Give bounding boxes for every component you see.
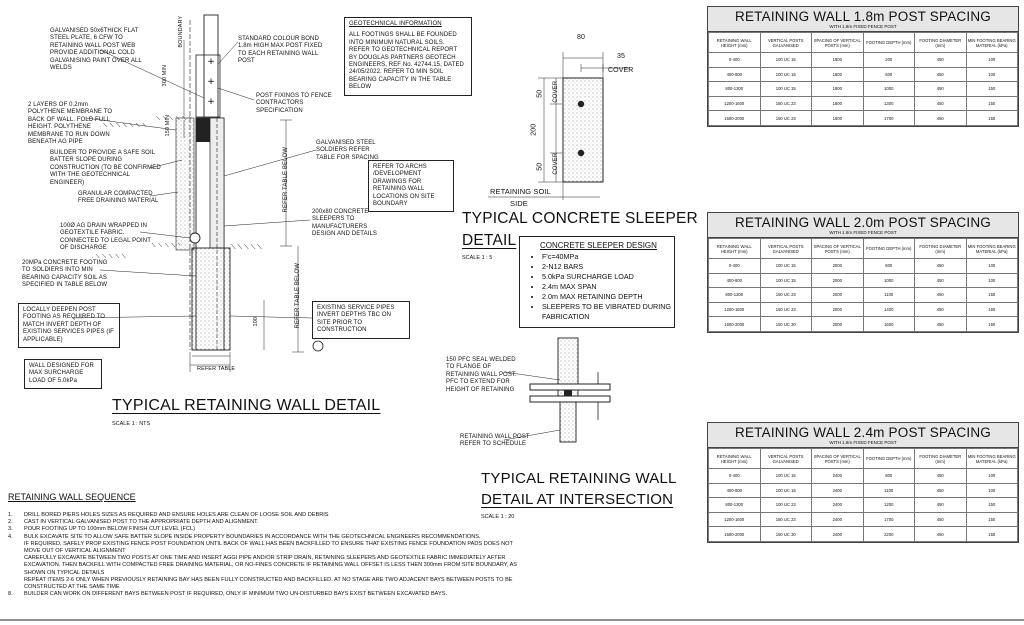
table-column-header: VERTICAL POSTS GALVANISED: [760, 33, 812, 53]
table-cell: 800: [863, 259, 915, 274]
post-spacing-table-1: [707, 6, 1019, 127]
table-cell: 100 UC 15: [760, 273, 812, 288]
table-cell: 1600-2000: [709, 527, 761, 542]
sequence-text: IF REQUIRED, SAFELY PROP EXISTING FENCE POST FOUNDATION UNTIL BACK OF WALL HAS BEEN BACKFILLED TO ENSURE THAT EXISTING FENCE FOUNDATION PADS DOES NOT MOVE OUT OF VERTICAL ALIGNMENT: [24, 540, 513, 555]
table-cell: 800: [863, 469, 915, 484]
table-column-header: RETAINING WALL HEIGHT (mm): [709, 449, 761, 469]
geotech-body: ALL FOOTINGS SHALL BE FOUNDED INTO MINIMUM NATURAL SOILS. REFER TO GEOTECHNICAL REPORT BY DOUGLAS PARTNERS GEOTECH ENGINEERS, REF No. 42744.15, DATED 24/05/2022. REFER TO MIN SOIL BEARING CAPACITY IN THE TABLE BELOW: [349, 32, 464, 91]
sequence-item: [8, 526, 530, 533]
intersection-title-2: DETAIL AT INTERSECTION: [481, 491, 674, 508]
table-head-row: [709, 449, 1018, 469]
table-cell: 450: [915, 483, 967, 498]
design-item: • SLEEPERS TO BE VIBRATED DURING FABRICATION: [542, 302, 674, 322]
sleeper-dim-50b: 50: [536, 162, 544, 171]
table-cell: 150: [966, 512, 1018, 527]
table-cell: 2000: [812, 259, 864, 274]
table-column-header: SPACING OF VERTICAL POSTS (mm): [812, 33, 864, 53]
sequence-item: [8, 534, 530, 541]
sequence-item: [8, 512, 530, 519]
intersection-title-1: TYPICAL RETAINING WALL: [481, 470, 677, 487]
note-soldiers: GALVANISED STEEL SOLDIERS REFER TABLE FOR SPACING: [316, 140, 379, 161]
table-row: [709, 67, 1018, 82]
table-cell: 1700: [863, 111, 915, 126]
table-cell: 150 UC 23: [760, 512, 812, 527]
table-cell: 0-400: [709, 53, 761, 68]
table-cell: 100: [966, 67, 1018, 82]
sequence-item: [8, 519, 530, 526]
table-cell: 1700: [863, 512, 915, 527]
sequence-number: 4.: [8, 533, 13, 540]
table-cell: 1000: [863, 273, 915, 288]
table-row: [709, 483, 1018, 498]
table-column-header: FOOTING DIAMETER (mm): [915, 33, 967, 53]
table-subtitle: WITH 1.8m FIXED FENCE POST: [829, 230, 897, 235]
dim-100-label: 100: [253, 316, 260, 327]
sleeper-scale: SCALE 1 : 5: [462, 255, 493, 261]
note-refer-arch: REFER TO ARCHS /DEVELOPMENT DRAWINGS FOR RETAINING WALL LOCATIONS ON SITE BOUNDARY: [368, 160, 454, 212]
table-cell: 400-800: [709, 483, 761, 498]
table-row: [709, 96, 1018, 111]
table-column-header: FOOTING DEPTH (mm): [863, 239, 915, 259]
table-cell: 2000: [812, 317, 864, 332]
sleeper-section: [563, 78, 603, 182]
table-row: [709, 53, 1018, 68]
table-cell: 2400: [812, 469, 864, 484]
table-grid: [708, 448, 1018, 542]
table-cell: 150: [966, 82, 1018, 97]
table-row: [709, 288, 1018, 303]
table-cell: 1600-2000: [709, 317, 761, 332]
table-title: RETAINING WALL 2.4m POST SPACING: [735, 425, 991, 440]
table-column-header: VERTICAL POSTS GALVANISED: [760, 239, 812, 259]
sleeper-title-2: DETAIL: [462, 232, 517, 249]
intersection-scale: SCALE 1 : 20: [481, 514, 515, 520]
table-cell: 150: [966, 498, 1018, 513]
table-cell: 100 UC 23: [760, 498, 812, 513]
table-column-header: RETAINING WALL HEIGHT (mm): [709, 239, 761, 259]
table-cell: 450: [915, 96, 967, 111]
table-cell: 100: [966, 469, 1018, 484]
table-cell: 100 UC 15: [760, 82, 812, 97]
table-title: RETAINING WALL 2.0m POST SPACING: [735, 215, 991, 230]
table-cell: 2400: [812, 483, 864, 498]
note-pfc: 150 PFC SEAL WELDED TO FLANGE OF RETAINING WALL POST. PFC TO EXTEND FOR HEIGHT OF RETAINING: [446, 357, 517, 393]
table-cell: 100 UC 15: [760, 469, 812, 484]
table-cell: 1400: [863, 302, 915, 317]
table-cell: 800-1200: [709, 498, 761, 513]
refer-table-label: REFER TABLE: [197, 366, 236, 372]
sleeper-cover-b: COVER: [553, 152, 560, 175]
table-column-header: FOOTING DIAMETER (mm): [915, 449, 967, 469]
sequence-text: REPEAT ITEMS 2-6 ONLY WHEN PREVIOUSLY RETAINING BAY HAS BEEN FULLY CONSTRUCTED AND BACKFILLED. AT NO STAGE ARE TWO ADJACENT BAYS BETWEEN POSTS TO BE CONSTRUCTED AT THE SAME TIME: [24, 576, 513, 591]
table-row: [709, 302, 1018, 317]
note-surcharge: WALL DESIGNED FOR MAX SURCHARGE LOAD OF 5.0kPa: [24, 359, 102, 389]
table-row: [709, 469, 1018, 484]
table-row: [709, 111, 1018, 126]
table-cell: 450: [915, 67, 967, 82]
design-item: • F'c=40MPa: [542, 252, 674, 262]
table-column-header: MIN FOOTING BEARING MATERIAL (kPa): [966, 33, 1018, 53]
table-cell: 450: [915, 498, 967, 513]
table-column-header: MIN FOOTING BEARING MATERIAL (kPa): [966, 239, 1018, 259]
sequence-text: DRILL BORED PIERS HOLES SIZES AS REQUIRED AND ENSURE HOLES ARE CLEAN OF LOOSE SOIL AND DEBRIS: [24, 512, 329, 518]
table-column-header: SPACING OF VERTICAL POSTS (mm): [812, 239, 864, 259]
sleeper-cover-top: COVER: [608, 67, 634, 74]
table-title: RETAINING WALL 1.8m POST SPACING: [735, 9, 991, 24]
sleeper-dim-200: 200: [530, 123, 538, 136]
table-cell: 150 UC 30: [760, 527, 812, 542]
sequence-number: [8, 541, 24, 548]
sequence-title: RETAINING WALL SEQUENCE: [8, 492, 136, 502]
table-cell: 1600: [863, 317, 915, 332]
table-cell: 150: [966, 527, 1018, 542]
svg-text:+: +: [207, 97, 215, 107]
sequence-item: [8, 555, 530, 577]
table-cell: 400-800: [709, 273, 761, 288]
sequence-number: 1.: [8, 512, 13, 518]
table-cell: 150: [966, 96, 1018, 111]
granular-fill: [176, 118, 194, 250]
table-cell: 450: [915, 82, 967, 97]
table-cell: 1200-1600: [709, 96, 761, 111]
table-grid: [708, 238, 1018, 332]
table-column-header: MIN FOOTING BEARING MATERIAL (kPa): [966, 449, 1018, 469]
table-header: [708, 423, 1018, 448]
table-cell: 1000: [863, 82, 915, 97]
table-cell: 450: [915, 273, 967, 288]
table-cell: 400-800: [709, 67, 761, 82]
table-cell: 500: [863, 67, 915, 82]
table-cell: 200: [863, 53, 915, 68]
table-head-row: [709, 239, 1018, 259]
table-cell: 800-1200: [709, 288, 761, 303]
sequence-number: [8, 577, 24, 584]
retaining-soil-label: RETAINING SOIL: [490, 187, 551, 196]
svg-text:+: +: [207, 57, 215, 67]
table-cell: 150 UC 23: [760, 302, 812, 317]
table-row: [709, 273, 1018, 288]
table-cell: 2000: [812, 302, 864, 317]
table-cell: 150 UC 30: [760, 317, 812, 332]
refer-table-below-2: REFER TABLE BELOW: [295, 262, 302, 329]
table-row: [709, 82, 1018, 97]
table-cell: 100 UC 15: [760, 53, 812, 68]
dim-300-label: 300 MIN: [162, 64, 169, 87]
table-column-header: FOOTING DIAMETER (mm): [915, 239, 967, 259]
sequence-text: CAREFULLY EXCAVATE BETWEEN TWO POSTS AT ONE TIME AND INSERT AGGI PIPE AND/OR STRIP DRAIN, RETAINING SLEEPERS AND GEOTEXTILE FABRIC IMMEDIATELY AFTER EXCAVATION. THEN BACKFILL WITH COMPACTED FREE DRAINING MATERIAL, OR NO-FINES CONCRETE IF RETAINING WALL OFFSET IS LESS THEN 300mm FROM SITE BOUNDARY, AS SHOWN ON TYPICAL DETAILS: [24, 555, 518, 576]
table-cell: 150: [966, 302, 1018, 317]
note-polythene: 2 LAYERS OF 0.2mm POLYTHENE MEMBRANE TO BACK OF WALL. FOLD FULL HEIGHT. POLYTHENE MEMBRANE TO RUN DOWN BENEATH AG PIPE: [28, 102, 113, 146]
design-item: • 2-N12 BARS: [542, 262, 674, 272]
table-cell: 1600-2000: [709, 111, 761, 126]
sleeper-dim-50a: 50: [536, 89, 544, 98]
table-cell: 1200-1600: [709, 512, 761, 527]
table-row: [709, 498, 1018, 513]
note-services: EXISTING SERVICE PIPES INVERT DEPTHS TBC ON SITE PRIOR TO CONSTRUCTION: [312, 301, 410, 339]
table-column-header: VERTICAL POSTS GALVANISED: [760, 449, 812, 469]
table-cell: 0-400: [709, 259, 761, 274]
note-post-fixings: POST FIXINGS TO FENCE CONTRACTORS SPECIFICATION: [256, 93, 332, 114]
ag-drain: [190, 233, 200, 243]
table-row: [709, 512, 1018, 527]
sequence-text: CAST IN VERTICAL GALVANISED POST TO THE APPROPRIATE DEPTH AND ALIGNMENT.: [24, 519, 259, 526]
note-flat-plate: GALVANISED 50x6THICK FLAT STEEL PLATE, 6 CFW TO RETAINING WALL POST WEB PROVIDE ADDITIONAL COLD GALVANISING PAINT OVER ALL WELDS: [50, 28, 142, 72]
sequence-number: [8, 555, 24, 562]
table-header: [708, 213, 1018, 238]
table-cell: 150: [966, 317, 1018, 332]
wall-detail-title: TYPICAL RETAINING WALL DETAIL: [112, 397, 381, 414]
geotech-title: GEOTECHNICAL INFORMATION: [349, 21, 442, 27]
table-cell: 2000: [812, 273, 864, 288]
table-grid: [708, 32, 1018, 126]
table-column-header: FOOTING DEPTH (mm): [863, 449, 915, 469]
note-deepen: LOCALLY DEEPEN POST FOOTING AS REQUIRED TO MATCH INVERT DEPTH OF EXISTING SERVICES PIPES (IF APPLICABLE): [18, 303, 120, 348]
table-cell: 1800: [812, 111, 864, 126]
table-row: [709, 527, 1018, 542]
note-batter: BUILDER TO PROVIDE A SAFE SOIL BATTER SLOPE DURING CONSTRUCTION (TO BE CONFIRMED WITH THE GEOTECHNICAL ENGINEER): [50, 150, 161, 186]
table-row: [709, 317, 1018, 332]
table-head-row: [709, 33, 1018, 53]
sleeper-cover-a: COVER: [553, 80, 560, 103]
sequence-number: 8.: [8, 591, 13, 598]
dim-150-label: 150 MIN: [165, 114, 172, 137]
table-cell: 1800: [812, 82, 864, 97]
table-cell: 150 UC 23: [760, 111, 812, 126]
table-cell: 450: [915, 469, 967, 484]
table-cell: 100 UC 15: [760, 67, 812, 82]
table-cell: 150 UC 23: [760, 96, 812, 111]
table-cell: 450: [915, 302, 967, 317]
note-post-schedule: RETAINING WALL POST REFER TO SCHEDULE: [460, 434, 530, 448]
design-item: • 5.0kPa SURCHARGE LOAD: [542, 272, 674, 282]
table-cell: 800-1200: [709, 82, 761, 97]
table-cell: 150: [966, 111, 1018, 126]
sleeper-design-title: CONCRETE SLEEPER DESIGN: [540, 241, 657, 250]
sequence-text: BULK EXCAVATE SITE TO ALLOW SAFE BATTER SLOPE INSIDE PROPERTY BOUNDARIES IN ACCORDANCE WITH THE GEOTECHNICAL ENGINEERS RECOMMENDATIONS.: [24, 533, 481, 540]
table-cell: 1200: [863, 498, 915, 513]
sequence-item: [8, 591, 530, 598]
table-cell: 100 UC 15: [760, 259, 812, 274]
sequence-text: BUILDER CAN WORK ON DIFFERENT BAYS BETWEEN POST IF REQUIRED, ONLY IF MINIMUM TWO UN-DISTURBED BAYS EXIST BETWEEN EXCAVATED BAYS.: [24, 591, 448, 598]
table-cell: 150 UC 23: [760, 288, 812, 303]
sequence-item: [8, 541, 530, 555]
table-cell: 1300: [863, 96, 915, 111]
note-footing: 20MPa CONCRETE FOOTING TO SOLDIERS INTO MIN BEARING CAPACITY SOIL AS SPECIFIED IN TABLE BELOW: [22, 260, 108, 289]
table-cell: 100 UC 15: [760, 483, 812, 498]
table-cell: 450: [915, 288, 967, 303]
table-cell: 450: [915, 512, 967, 527]
sleeper-dim-80: 80: [577, 34, 585, 41]
note-sleepers: 200x80 CONCRETE SLEEPERS TO MANUFACTURERS DESIGN AND DETAILS: [312, 209, 378, 238]
note-granular: GRANULAR COMPACTED FREE DRAINING MATERIAL: [78, 191, 159, 205]
table-cell: 1200-1600: [709, 302, 761, 317]
sleeper-dim-35: 35: [617, 53, 625, 60]
sleeper-design-box: [519, 236, 675, 328]
svg-text:+: +: [207, 77, 215, 87]
table-cell: 450: [915, 53, 967, 68]
table-cell: 450: [915, 317, 967, 332]
sequence-list: [8, 512, 530, 598]
design-item: • 2.4m MAX SPAN: [542, 282, 674, 292]
post-spacing-table-2: [707, 212, 1019, 333]
table-cell: 1800: [812, 96, 864, 111]
table-column-header: FOOTING DEPTH (mm): [863, 33, 915, 53]
note-ag-drain: 100Ø AG DRAIN WRAPPED IN GEOTEXTILE FABRIC. CONNECTED TO LEGAL POINT OF DISCHARGE: [60, 223, 151, 252]
table-cell: 2400: [812, 527, 864, 542]
post-spacing-table-3: [707, 422, 1019, 543]
table-cell: 100: [966, 273, 1018, 288]
table-subtitle: WITH 1.8m FIXED FENCE POST: [829, 24, 897, 29]
sleeper-title-1: TYPICAL CONCRETE SLEEPER: [462, 210, 698, 227]
table-column-header: RETAINING WALL HEIGHT (mm): [709, 33, 761, 53]
sequence-item: [8, 577, 530, 591]
table-cell: 100: [966, 259, 1018, 274]
sequence-number: 2.: [8, 519, 13, 526]
table-cell: 150: [966, 288, 1018, 303]
table-row: [709, 259, 1018, 274]
table-cell: 1100: [863, 288, 915, 303]
note-colorbond: STANDARD COLOUR BOND 1.8m HIGH MAX POST FIXED TO EACH RETAINING WALL POST: [238, 36, 323, 65]
table-cell: 450: [915, 527, 967, 542]
table-cell: 2200: [863, 527, 915, 542]
table-header: [708, 7, 1018, 32]
sequence-text: POUR FOOTING UP TO 100mm BELOW FINISH CUT LEVEL (FCL): [24, 526, 195, 533]
side-label: SIDE: [510, 199, 528, 208]
table-cell: 1100: [863, 483, 915, 498]
table-cell: 1800: [812, 53, 864, 68]
sleeper-design-list: [520, 252, 674, 322]
table-cell: 100: [966, 483, 1018, 498]
design-item: • 2.0m MAX RETAINING DEPTH: [542, 292, 674, 302]
table-cell: 1800: [812, 67, 864, 82]
table-cell: 2000: [812, 288, 864, 303]
table-cell: 100: [966, 53, 1018, 68]
table-cell: 0-400: [709, 469, 761, 484]
table-column-header: SPACING OF VERTICAL POSTS (mm): [812, 449, 864, 469]
wall-detail-scale: SCALE 1 : NTS: [112, 421, 151, 427]
refer-table-below-1: REFER TABLE BELOW: [283, 146, 290, 213]
table-cell: 2400: [812, 512, 864, 527]
sequence-number: 3.: [8, 526, 13, 533]
table-cell: 2400: [812, 498, 864, 513]
boundary-label: BOUNDARY: [178, 15, 185, 48]
table-cell: 450: [915, 259, 967, 274]
concrete-footing: [192, 248, 230, 350]
table-cell: 450: [915, 111, 967, 126]
table-subtitle: WITH 1.8m FIXED FENCE POST: [829, 440, 897, 445]
geotech-box: [344, 17, 472, 96]
